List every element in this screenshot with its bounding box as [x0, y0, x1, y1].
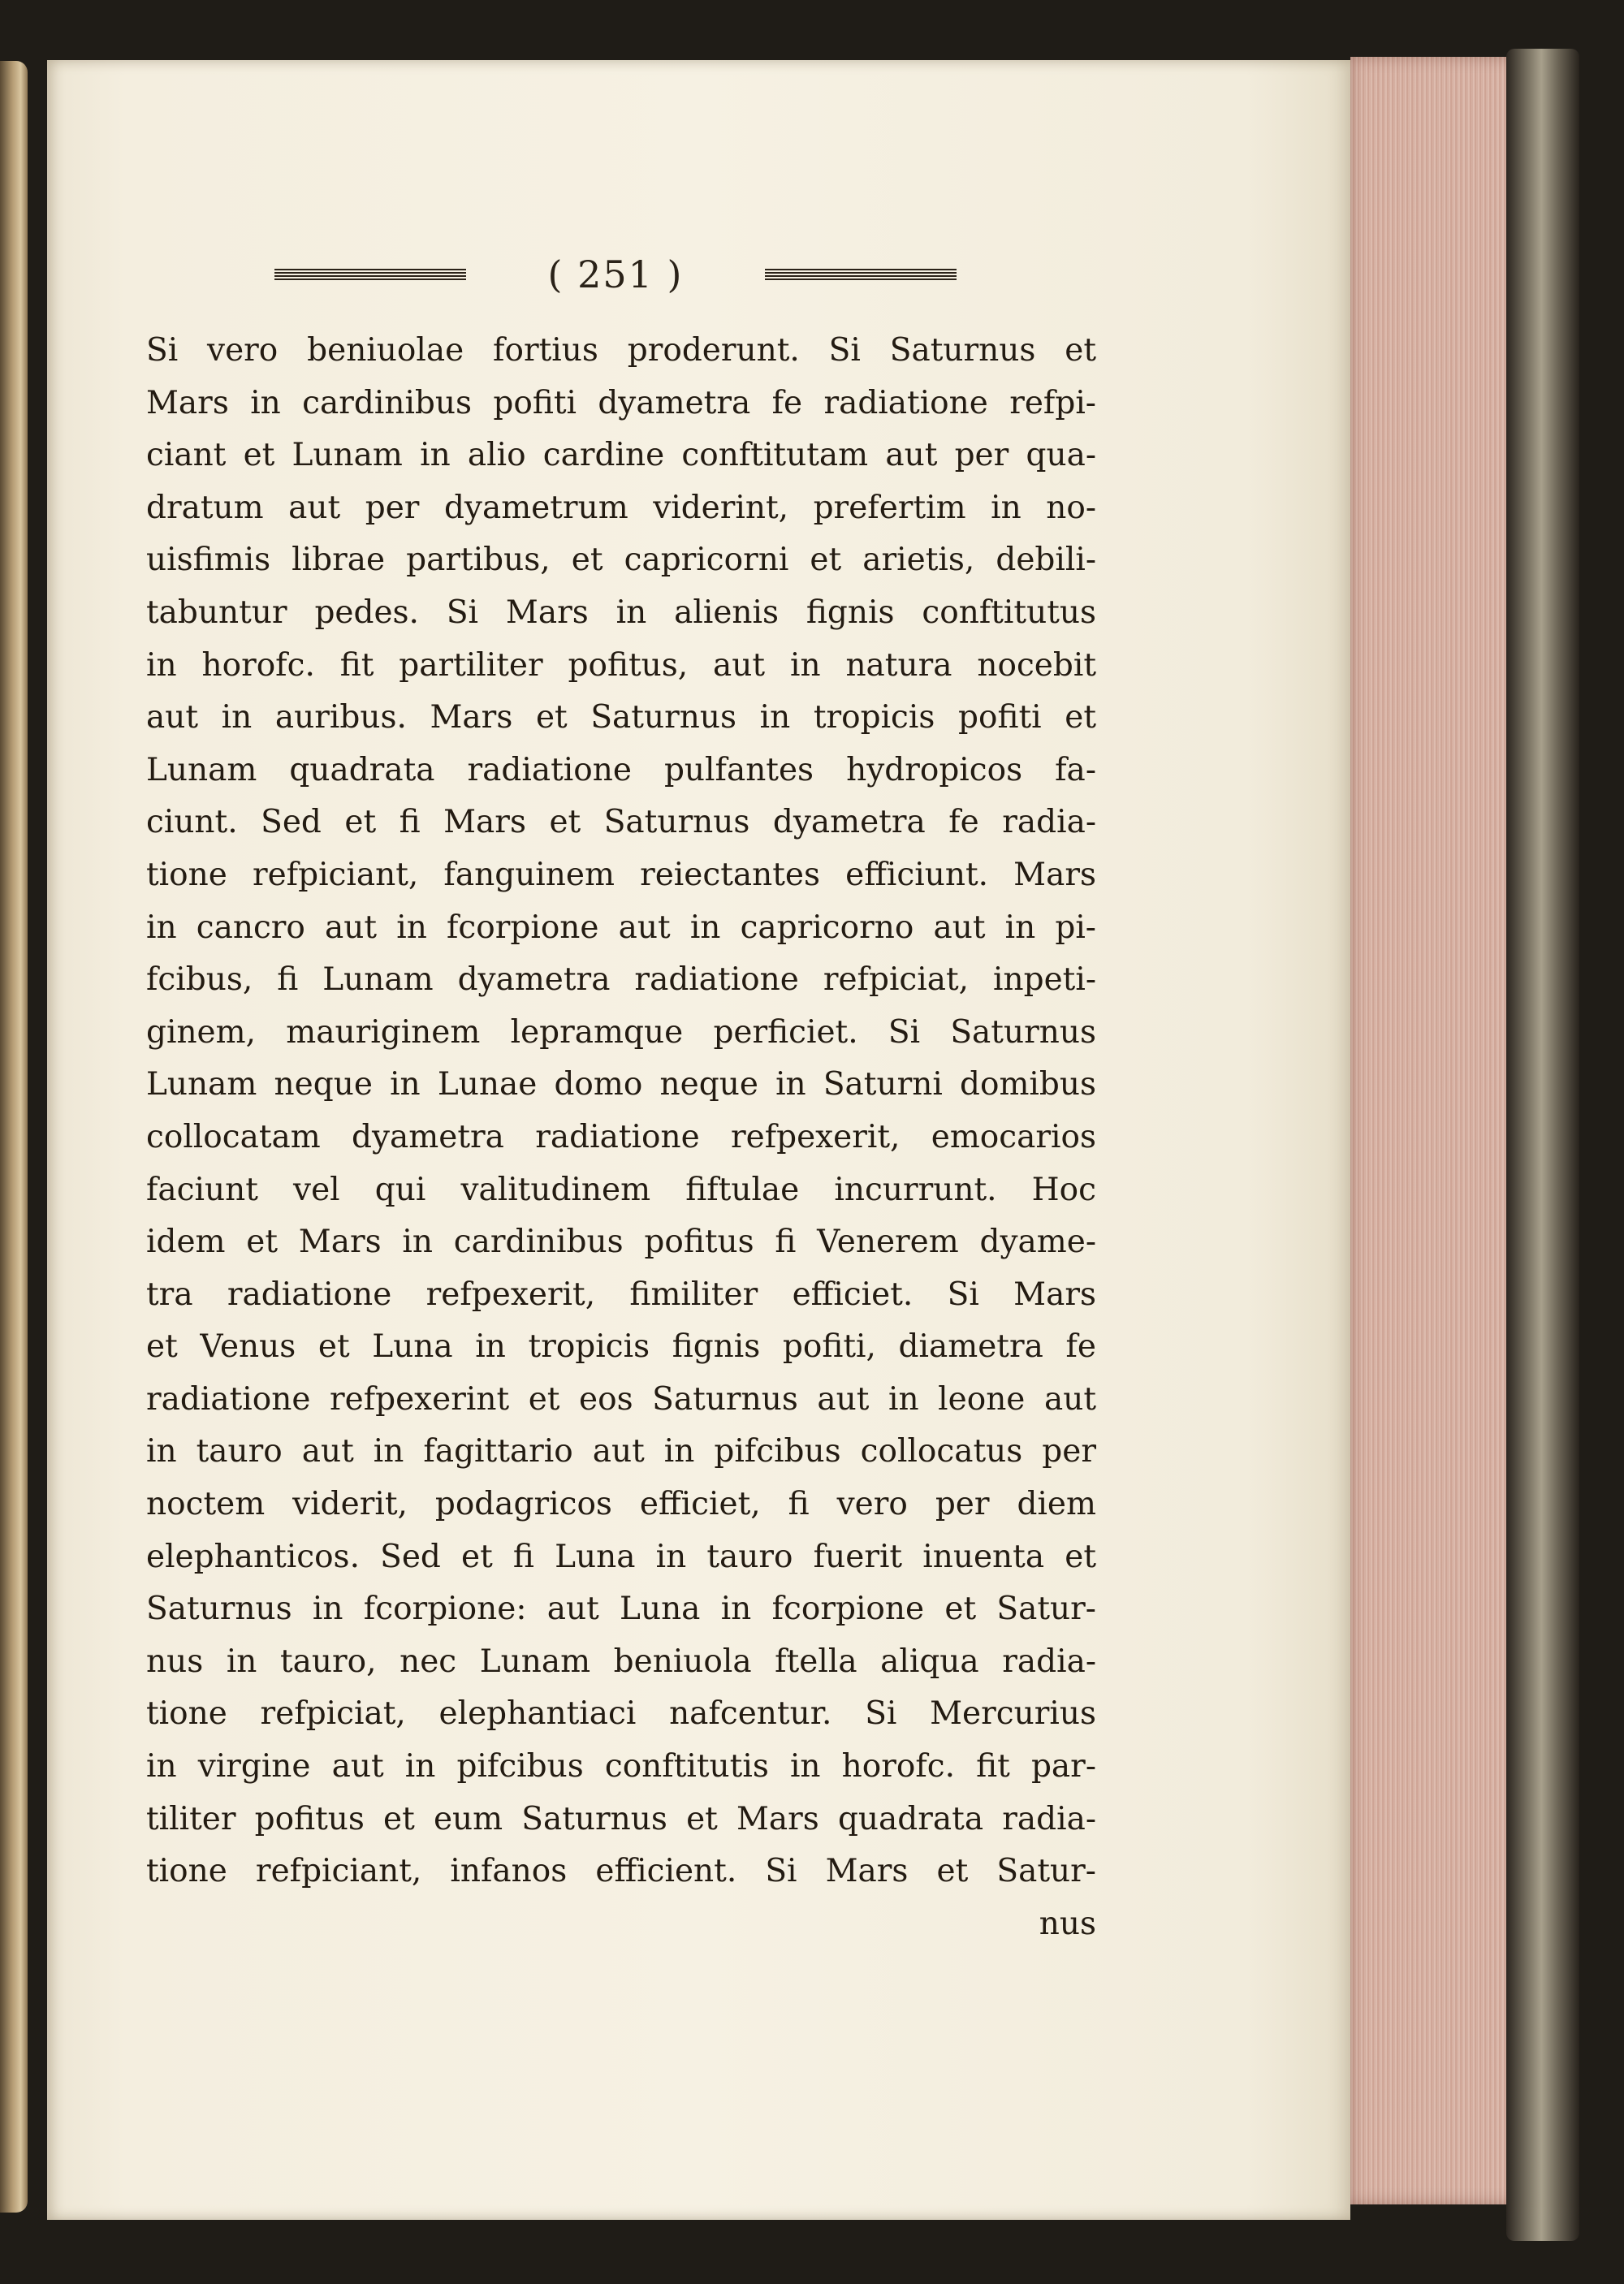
text-line: tione refpiciant, fanguinem reiectantes efficiunt. Mars [146, 856, 1096, 893]
header-rule-left [274, 269, 466, 280]
text-line: ciunt. Sed et fi Mars et Saturnus dyametra fe radia- [146, 804, 1096, 841]
body-text [146, 325, 1096, 1950]
text-line: tione refpiciant, infanos efficient. Si Mars et Satur- [146, 1853, 1096, 1890]
header-rule-right [765, 269, 957, 280]
text-line: nus in tauro, nec Lunam beniuola ftella aliqua radia- [146, 1643, 1096, 1680]
page-number: ( 251 ) [547, 253, 684, 296]
text-line: in virgine aut in pifcibus conftitutis in horofc. fit par- [146, 1748, 1096, 1785]
text-line: ciant et Lunam in alio cardine conftitutam aut per qua- [146, 437, 1096, 474]
page-block-edges [1350, 57, 1521, 2204]
text-line: noctem viderit, podagricos efficiet, fi vero per diem [146, 1486, 1096, 1523]
text-line: idem et Mars in cardinibus pofitus fi Venerem dyame- [146, 1224, 1096, 1261]
text-line: tabuntur pedes. Si Mars in alienis fignis conftitutus [146, 594, 1096, 631]
text-line: uisfimis librae partibus, et capricorni et arietis, debili- [146, 542, 1096, 579]
text-line: Mars in cardinibus pofiti dyametra fe radiatione refpi- [146, 384, 1096, 421]
facing-page-edge [0, 61, 28, 2213]
text-line: radiatione refpexerint et eos Saturnus aut in leone aut [146, 1380, 1096, 1418]
text-line: tione refpiciat, elephantiaci nafcentur. Si Mercurius [146, 1695, 1096, 1733]
text-line: faciunt vel qui valitudinem fiftulae incurrunt. Hoc [146, 1171, 1096, 1208]
text-line: tiliter pofitus et eum Saturnus et Mars quadrata radia- [146, 1800, 1096, 1837]
text-line: elephanticos. Sed et fi Luna in tauro fuerit inuenta et [146, 1538, 1096, 1575]
text-line: tra radiatione refpexerit, fimiliter efficiet. Si Mars [146, 1276, 1096, 1313]
text-line: Si vero beniuolae fortius proderunt. Si Saturnus et [146, 332, 1096, 369]
text-line: et Venus et Luna in tropicis fignis pofiti, diametra fe [146, 1328, 1096, 1366]
text-line: fcibus, fi Lunam dyametra radiatione refpiciat, inpeti- [146, 961, 1096, 999]
text-line: in tauro aut in fagittario aut in pifcibus collocatus per [146, 1433, 1096, 1470]
text-line: Lunam neque in Lunae domo neque in Saturni domibus [146, 1066, 1096, 1103]
text-line: in horofc. fit partiliter pofitus, aut in natura nocebit [146, 646, 1096, 684]
text-line: collocatam dyametra radiatione refpexerit, emocarios [146, 1118, 1096, 1155]
text-line: Lunam quadrata radiatione pulfantes hydropicos fa- [146, 751, 1096, 788]
text-line: Saturnus in fcorpione: aut Luna in fcorpione et Satur- [146, 1591, 1096, 1628]
text-line: aut in auribus. Mars et Saturnus in tropicis pofiti et [146, 699, 1096, 736]
text-line: dratum aut per dyametrum viderint, prefertim in no- [146, 489, 1096, 526]
book-spine [1506, 49, 1579, 2241]
text-line: in cancro aut in fcorpione aut in capricorno aut in pi- [146, 909, 1096, 946]
catchword: nus [1039, 1905, 1096, 1942]
page-header [274, 252, 957, 297]
text-line: ginem, mauriginem lepramque perficiet. Si Saturnus [146, 1013, 1096, 1051]
